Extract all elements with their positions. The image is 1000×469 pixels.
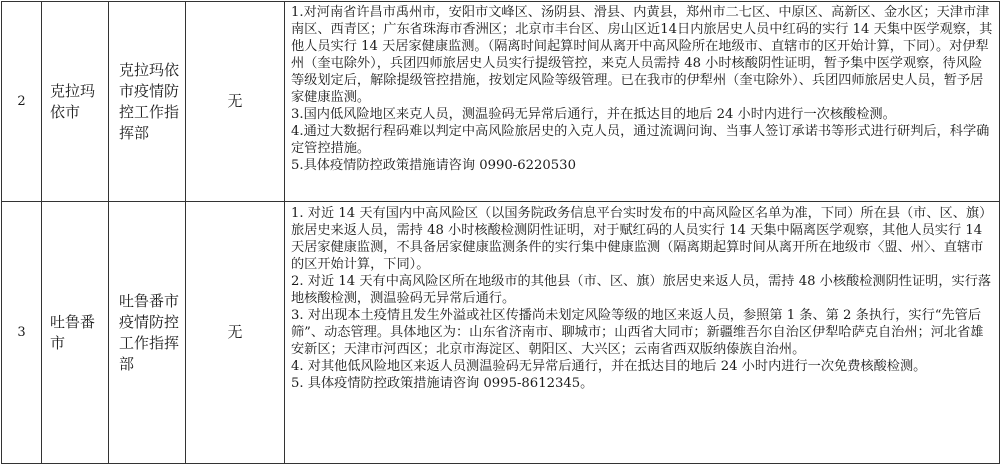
policy-paragraph: 1. 对近 14 天有国内中高风险区（以国务院政务信息平台实时发布的中高风险区名单为准，下同）所在县（市、区、旗）旅居史来返人员，需持 48 小时核酸检测阴性证明，对于赋红码的人员实行 14 天集中隔离医学观察，其他人员实行 14 天居家健康监测，不具备居家健康监测条件的实行集中健康监测（隔离期起算时间从离开所在地级市〈盟、州〉、直辖市的区开始计算，下同）。 <box>291 206 993 272</box>
policy-content <box>285 202 1000 464</box>
city-name: 吐鲁番市 <box>42 202 109 464</box>
policy-paragraph: 3.国内低风险地区来克人员，测温验码无异常后通行，并在抵达目的地后 24 小时内进行一次核酸检测。 <box>291 107 896 122</box>
policy-paragraph: 4. 对其他低风险地区来返人员测温验码无异常后通行，并在抵达目的地后 24 小时内进行一次免费核酸检测。 <box>291 359 927 374</box>
policy-content <box>285 2 1000 202</box>
policy-paragraph: 5.具体疫情防控政策措施请咨询 0990-6220530 <box>291 158 576 173</box>
policy-paragraph: 4.通过大数据行程码难以判定中高风险旅居史的入克人员，通过流调问询、当事人签订承诺书等形式进行研判后，科学确定管控措施。 <box>291 124 990 156</box>
policy-paragraph: 3. 对出现本土疫情且发生外溢或社区传播尚未划定风险等级的地区来返人员，参照第 1 条、第 2 条执行，实行“先管后筛”、动态管理。具体地区为：山东省济南市、聊城市；山西省大同市；新疆维吾尔自治区伊犁哈萨克自治州；河北省雄安新区；天津市河西区；北京市海淀区、朝阳区、大兴区；云南省西双版纳傣族自治州。 <box>291 308 984 357</box>
policy-paragraph: 5. 具体疫情防控政策措施请咨询 0995-8612345。 <box>291 376 594 391</box>
city-name: 克拉玛依市 <box>42 2 109 202</box>
table-row <box>2 2 1000 202</box>
epidemic-policy-table <box>1 1 1000 464</box>
requirement-cell: 无 <box>186 202 285 464</box>
table-row <box>2 202 1000 464</box>
row-index: 2 <box>2 2 42 202</box>
department-name: 吐鲁番市疫情防控工作指挥部 <box>109 202 186 464</box>
department-name: 克拉玛依市疫情防控工作指挥部 <box>109 2 186 202</box>
policy-paragraph: 2. 对近 14 天有中高风险区所在地级市的其他县（市、区、旗）旅居史来返人员，需持 48 小核酸检测阴性证明，实行落地核酸检测，测温验码无异常后通行。 <box>291 274 992 306</box>
row-index: 3 <box>2 202 42 464</box>
requirement-cell: 无 <box>186 2 285 202</box>
policy-paragraph: 1.对河南省许昌市禹州市，安阳市文峰区、汤阴县、滑县、内黄县，郑州市二七区、中原区、高新区、金水区；天津市津南区、西青区；广东省珠海市香洲区；北京市丰台区、房山区近14日内旅居史人员中红码的实行 14 天集中医学观察，其他人员实行 14 天居家健康监测。（隔离时间起算时间从离开中高风险所在地级市、直辖市的区开始计算，下同）。对伊犁州（奎屯除外），兵团四师旅居史人员实行提级管控，来克人员需持 48 小时核酸阴性证明，暂予集中医学观察，待风险等级划定后，解除提级管控措施，按划定风险等级管理。已在我市的伊犁州（奎屯除外）、兵团四师旅居史人员，暂予居家健康监测。 <box>291 5 993 105</box>
